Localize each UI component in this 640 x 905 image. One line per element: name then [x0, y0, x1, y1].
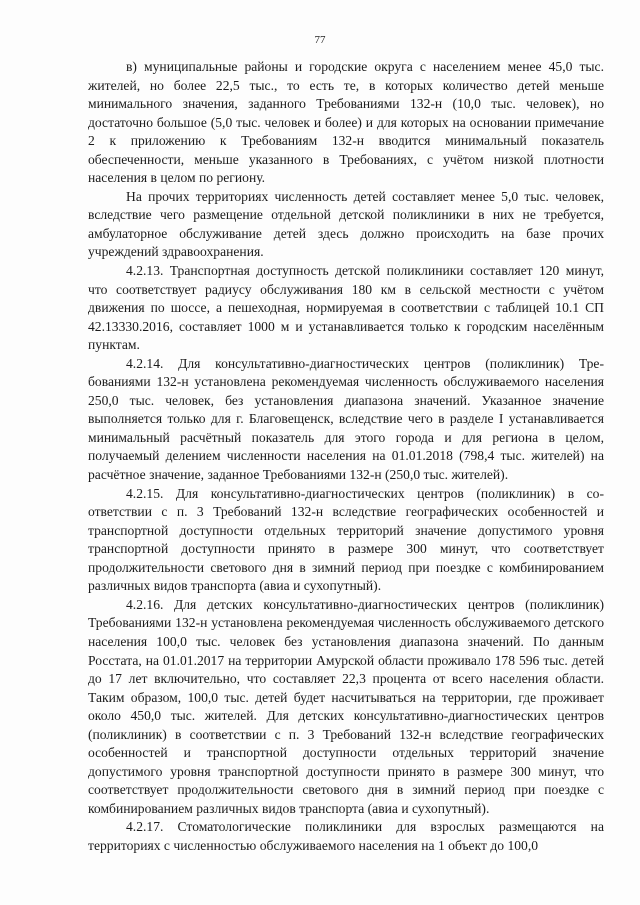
- paragraph-4-2-16: 4.2.16. Для детских консультативно-диагностических центров (поликлиник) Требованиями 132-н установлена рекомендуемая численность обслуживаемого детского населения 100,0 тыс. человек без установления диапазона значений. По данным Росстата, на 01.01.2017 на территории Амурской области проживало 178 596 тыс. детей до 17 лет включительно, что составляет 22,3 процента от всего населения области. Таким образом, 100,0 тыс. детей будет насчитываться на территории, где проживает около 450,0 тыс. жителей. Для детских консультативно-диагностических центров (поликлиник) в соответствии с п. 3 Требований 132-н вследствие географических особенностей и транспортной доступности отдельных территорий значение допустимого уровня транспортной доступности принято в размере 300 минут, что соответствует продолжительности светового дня в зимний период при поездке с комбинированием различных видов транспорта (авиа и сухопутный).: [88, 596, 604, 816]
- document-body: [88, 58, 604, 856]
- paragraph-4-2-13: 4.2.13. Транспортная доступность детской поликлиники составляет 120 минут, что соответствует радиусу обслуживания 180 км в сельской местности с учётом движения по шоссе, а пешеходная, нормируемая в соответствии с таблицей 10.1 СП 42.13330.2016, составляет 1000 м и устанавливается только к городским населённым пунктам.: [88, 263, 604, 353]
- page-number: 77: [314, 34, 326, 46]
- paragraph-4-2-17: 4.2.17. Стоматологические поликлиники для взрослых размещаются на территориях с численностью обслуживаемого населения на 1 объект до 100,0: [88, 819, 604, 853]
- paragraph-4-2-14: 4.2.14. Для консультативно-диагностических центров (поликлиник) Требованиями 132-н установлена рекомендуемая численность обслуживаемого населения 250,0 тыс. человек, без установления диапазона значений. Указанное значение выполняется только для г. Благовещенск, вследствие чего в разделе I устанавливается минимальный расчётный показатель для этого города и для региона в целом, получаемый делением численности населения на 01.01.2018 (798,4 тыс. жителей) на расчётное значение, заданное Требованиями 132-н (250,0 тыс. жителей).: [88, 355, 604, 483]
- paragraph-item-v: в) муниципальные районы и городские округа с населением менее 45,0 тыс. жителей, но более 22,5 тыс., то есть те, в которых количество детей меньше минимального значения, заданного Требованиями 132-н (10,0 тыс. человек), но достаточно большое (5,0 тыс. человек и более) и для которых на основании примечание 2 к приложению к Требованиям 132-н вводится минимальный показатель обеспеченности, меньше указанного в Требованиях, с учётом низкой плотности населения в целом по региону.: [88, 59, 604, 186]
- paragraph-4-2-15: 4.2.15. Для консультативно-диагностических центров (поликлиник) в соответствии с п. 3 Требований 132-н вследствие географических особенностей и транспортной доступности отдельных территорий значение допустимого уровня транспортной доступности принято в размере 300 минут, что соответствует продолжительности светового дня в зимний период при поездке с комбинированием различных видов транспорта (авиа и сухопутный).: [88, 485, 604, 594]
- paragraph-other-territories: На прочих территориях численность детей составляет менее 5,0 тыс. человек, вследствие чего размещение отдельной детской поликлиники в них не требуется, амбулаторное обслуживание детей здесь должно происходить на базе прочих учреждений здравоохранения.: [88, 188, 604, 260]
